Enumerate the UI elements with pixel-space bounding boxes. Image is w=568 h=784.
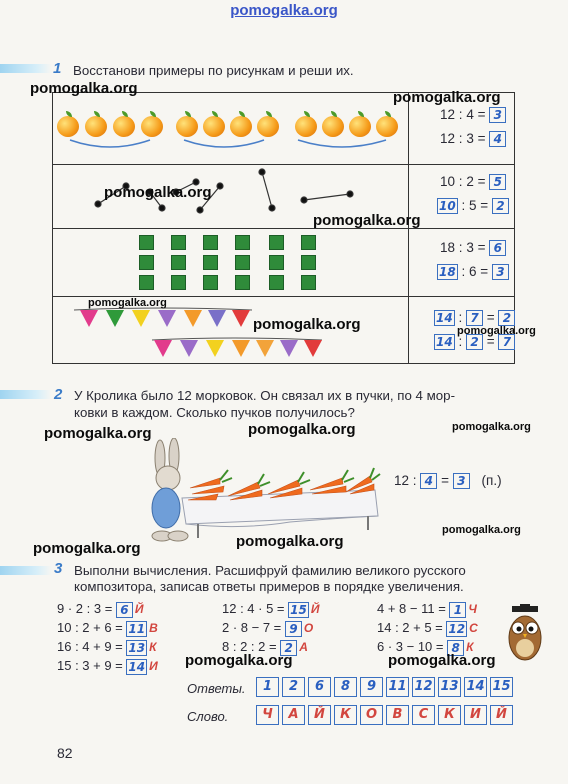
watermark: pomogalka.org [44,425,152,442]
square-icon [235,275,250,290]
example-row [57,619,158,637]
word-cell: Й [308,705,331,725]
answer-box: 4 [489,131,506,147]
expression: 10 : 2 + 6 = [57,620,123,635]
eq-operand: 12 [440,131,456,146]
expression: 12 : 4 · 5 = [222,601,285,616]
equation [434,310,515,326]
expression: 8 : 2 : 2 = [222,639,277,654]
answer-box: 2 [280,640,297,656]
code-letter: И [149,659,158,673]
eq-operator: : [458,107,463,122]
task3-text-line2: композитора, записав ответы примеров в порядке увеличения. [74,579,464,594]
operand-box: 14 [436,311,453,326]
flag-icon [304,340,322,357]
square-icon [139,275,154,290]
equation [437,198,509,214]
watermark: pomogalka.org [88,297,167,309]
expression: 15 : 3 + 9 = [57,658,123,673]
example-row [222,600,319,618]
answers-grid [256,677,518,697]
answer-cell: 9 [360,677,383,697]
eq-operand: 6 [469,264,477,279]
answers-label: Ответы. [187,681,246,696]
eq-operator: : [458,334,463,349]
unit-label: (п.) [481,473,502,488]
word-cell: Ч [256,705,279,725]
eq-operator: : [458,174,463,189]
eq-equals: = [480,198,489,213]
watermark: pomogalka.org [33,540,141,557]
square-icon [269,275,284,290]
square-icon [203,235,218,250]
square-icon [203,275,218,290]
table-divider [52,228,515,229]
eq-operand: 18 [440,240,456,255]
square-icon [301,235,316,250]
square-icon [139,255,154,270]
eq-operand: 12 [394,473,410,488]
task2-stripe [0,390,52,399]
answer-box: 7 [498,334,515,350]
code-letter: С [469,621,478,635]
watermark: pomogalka.org [253,316,361,333]
flag-icon [232,310,250,327]
task1-stripe [0,64,52,73]
code-letter: Й [310,602,320,616]
equation [440,240,506,256]
word-cell: О [360,705,383,725]
eq-operator: : [458,310,463,325]
eq-equals: = [486,334,495,349]
answer-box: 2 [492,198,509,214]
flag-icon [180,340,198,357]
task2-text-line2: ковки в каждом. Сколько пучков получилось? [74,405,355,420]
eq-equals: = [477,240,486,255]
page-number: 82 [57,745,73,761]
code-letter: К [466,640,474,654]
task2-number: 2 [54,386,63,403]
flag-icon [154,340,172,357]
eq-operand: 5 [469,198,477,213]
word-cell: К [438,705,461,725]
expression: 16 : 4 + 9 = [57,639,123,654]
square-icon [203,255,218,270]
code-letter: К [149,640,157,654]
square-icon [269,235,284,250]
answer-cell: 8 [334,677,357,697]
square-icon [235,235,250,250]
answer-cell: 1 [256,677,279,697]
answer-cell: 11 [386,677,409,697]
example-row [377,619,478,637]
eq-operand: 10 [440,174,456,189]
equation [440,174,506,190]
eq-equals: = [480,264,489,279]
watermark: pomogalka.org [393,89,501,106]
flag-icon [106,310,124,327]
eq-operator: : [412,473,417,488]
eq-operator: : [461,264,466,279]
code-letter: О [303,621,314,635]
task3-number: 3 [54,560,63,577]
equation [440,131,506,147]
square-icon [269,255,284,270]
answer-box: 8 [447,640,464,656]
task3-text-line1: Выполни вычисления. Расшифруй фамилию великого русского [74,563,466,578]
operand-box: 18 [439,265,456,280]
example-row [57,638,157,656]
word-cell: И [464,705,487,725]
answer-box: 9 [285,621,302,637]
watermark: pomogalka.org [248,421,356,438]
code-letter: Ч [468,602,477,616]
eq-equals: = [441,473,449,488]
answer-box: 6 [116,602,133,618]
eq-operator: : [461,198,466,213]
answer-box: 12 [448,621,466,636]
flag-icon [80,310,98,327]
site-link[interactable]: pomogalka.org [230,2,338,19]
operand-box: 4 [420,473,437,489]
watermark: pomogalka.org [185,652,293,669]
task1-text: Восстанови примеры по рисункам и реши их. [73,63,354,78]
answer-cell: 13 [438,677,461,697]
equation [437,264,509,280]
eq-equals: = [477,174,486,189]
flag-icon [256,340,274,357]
watermark: pomogalka.org [457,325,536,337]
example-row [222,619,313,637]
word-cell: Й [490,705,513,725]
word-cell: В [386,705,409,725]
answer-cell: 12 [412,677,435,697]
eq-equals: = [486,310,495,325]
flag-icon [208,310,226,327]
answer-box: 1 [449,602,466,618]
expression: 4 + 8 − 11 = [377,601,446,616]
answer-cell: 2 [282,677,305,697]
task3-stripe [0,566,52,575]
answer-box: 3 [453,473,470,489]
code-letter: Й [134,602,144,616]
answer-box: 11 [128,621,146,636]
example-row [57,600,144,618]
expression: 9 · 2 : 3 = [57,601,113,616]
answer-box: 15 [290,602,307,617]
answer-box: 6 [489,240,506,256]
square-icon [301,255,316,270]
answer-box: 13 [128,640,146,655]
word-cell: С [412,705,435,725]
eq-operand: 3 [466,240,474,255]
square-icon [301,275,316,290]
flag-icon [158,310,176,327]
example-row [57,657,158,675]
answer-box: 2 [498,310,515,326]
grouping-arcs [52,92,408,164]
eq-operand: 3 [466,131,474,146]
word-grid [256,705,518,725]
watermark: pomogalka.org [313,212,421,229]
flag-icon [132,310,150,327]
flag-icon [280,340,298,357]
word-cell: К [334,705,357,725]
example-row [377,600,477,618]
eq-operator: : [458,131,463,146]
task1-number: 1 [53,60,62,77]
operand-box: 2 [466,334,483,350]
answer-box: 5 [489,174,506,190]
flag-icon [232,340,250,357]
answer-cell: 15 [490,677,513,697]
task2-equation [394,473,502,489]
square-icon [171,255,186,270]
square-icon [171,275,186,290]
flag-icon [206,340,224,357]
eq-operand: 4 [466,107,474,122]
watermark: pomogalka.org [104,184,212,201]
word-cell: А [282,705,305,725]
word-label: Слово. [187,709,229,724]
operand-box: 10 [439,199,456,214]
expression: 2 · 8 − 7 = [222,620,282,635]
square-icon [171,235,186,250]
answer-cell: 14 [464,677,487,697]
operand-box: 7 [466,310,483,326]
operand-box: 14 [436,335,453,350]
answer-cell: 6 [308,677,331,697]
code-letter: В [149,621,158,635]
owl-icon [502,604,550,666]
watermark: pomogalka.org [388,652,496,669]
flag-icon [184,310,202,327]
watermark: pomogalka.org [442,524,521,536]
answer-box: 14 [128,659,146,674]
answer-box: 3 [492,264,509,280]
expression: 14 : 2 + 5 = [377,620,443,635]
eq-equals: = [477,131,486,146]
watermark: pomogalka.org [452,421,531,433]
watermark: pomogalka.org [30,80,138,97]
eq-equals: = [477,107,486,122]
watermark: pomogalka.org [236,533,344,550]
answer-box: 3 [489,107,506,123]
square-icon [139,235,154,250]
expression: 6 · 3 − 10 = [377,639,444,654]
eq-operand: 2 [466,174,474,189]
eq-operand: 12 [440,107,456,122]
task2-text-line1: У Кролика было 12 морковок. Он связал их в пучки, по 4 мор- [74,388,455,403]
equation [440,107,506,123]
eq-operator: : [458,240,463,255]
square-icon [235,255,250,270]
code-letter: А [299,640,308,654]
